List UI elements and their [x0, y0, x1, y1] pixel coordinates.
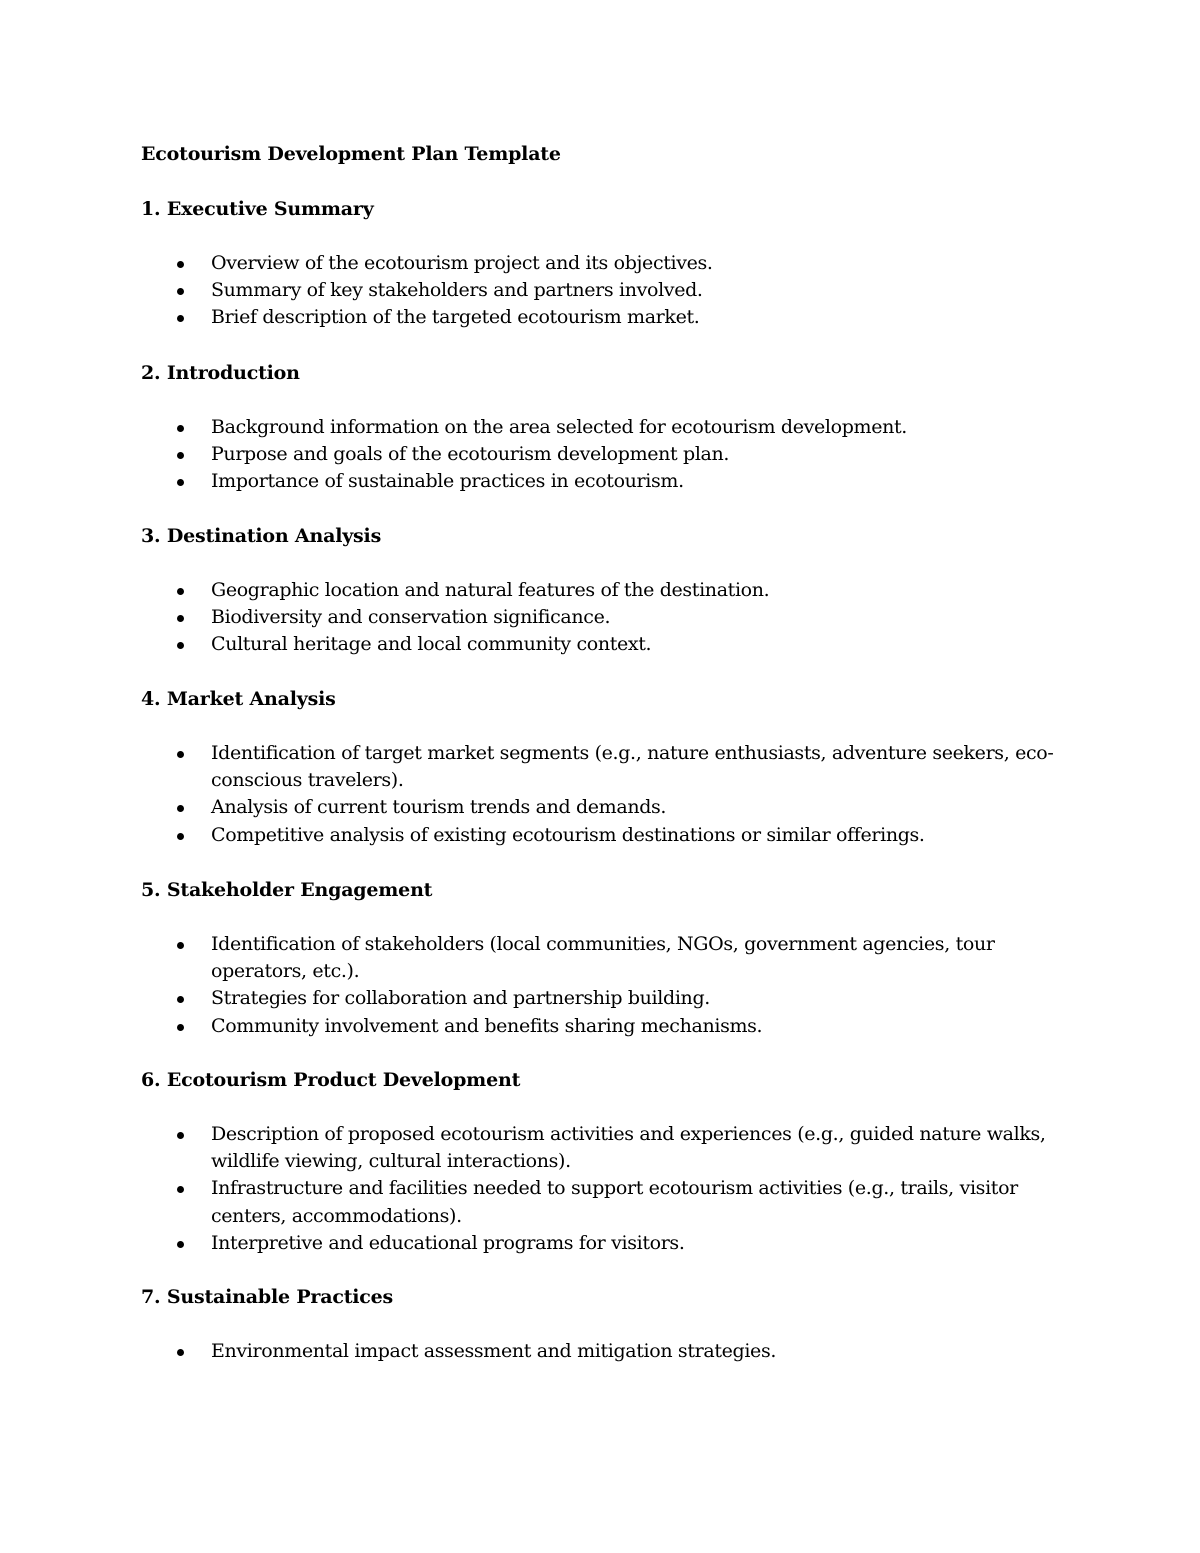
bullet-icon: [177, 452, 184, 459]
list-item: [141, 1121, 1071, 1175]
list-item-text: Overview of the ecotourism project and its objectives.: [211, 252, 713, 274]
list-item: [141, 740, 1071, 794]
list-item-text: Infrastructure and facilities needed to support ecotourism activities (e.g., trails, visitor centers, accommodations).: [211, 1177, 1018, 1227]
list-item-text: Importance of sustainable practices in ecotourism.: [211, 470, 684, 493]
bullet-list: [141, 1121, 1081, 1257]
list-item-text: Identification of stakeholders (local communities, NGOs, government agencies, tour operators, etc.).: [211, 933, 995, 983]
section-heading: 3. Destination Analysis: [141, 525, 382, 547]
bullet-icon: [177, 261, 184, 268]
bullet-icon: [177, 1241, 184, 1248]
section-heading: 2. Introduction: [141, 362, 300, 384]
list-item: [141, 304, 1071, 331]
bullet-icon: [177, 425, 184, 432]
bullet-icon: [177, 751, 184, 758]
section-heading: 1. Executive Summary: [141, 198, 374, 220]
list-item: [141, 1175, 1071, 1229]
section-market-analysis: [141, 686, 1081, 849]
list-item: [141, 277, 1071, 304]
bullet-icon: [177, 996, 184, 1003]
bullet-icon: [177, 1132, 184, 1139]
list-item-text: Cultural heritage and local community context.: [211, 633, 652, 656]
list-item: [141, 631, 1071, 658]
list-item: [141, 604, 1071, 631]
list-item-text: Competitive analysis of existing ecotourism destinations or similar offerings.: [211, 823, 925, 846]
section-heading: 4. Market Analysis: [141, 688, 336, 710]
bullet-icon: [177, 805, 184, 812]
list-item-text: Environmental impact assessment and mitigation strategies.: [211, 1340, 777, 1362]
list-item-text: Geographic location and natural features of the destination.: [211, 579, 770, 601]
list-item-text: Purpose and goals of the ecotourism development plan.: [211, 443, 730, 466]
bullet-icon: [177, 588, 184, 595]
list-item: [141, 794, 1071, 821]
list-item: [141, 577, 1071, 604]
list-item: [141, 985, 1071, 1012]
section-destination-analysis: [141, 523, 1081, 659]
list-item: [141, 468, 1071, 495]
section-stakeholder-engagement: [141, 877, 1081, 1040]
list-item: [141, 1013, 1071, 1040]
list-item-text: Biodiversity and conservation significance.: [211, 606, 611, 629]
bullet-list: [141, 577, 1081, 659]
list-item: [141, 822, 1071, 849]
section-executive-summary: [141, 196, 1081, 332]
list-item-text: Description of proposed ecotourism activities and experiences (e.g., guided nature walks, wildlife viewing, cultural interactions).: [211, 1123, 1046, 1173]
bullet-icon: [177, 479, 184, 486]
list-item: [141, 441, 1071, 468]
bullet-icon: [177, 1024, 184, 1031]
list-item: [141, 414, 1071, 441]
bullet-icon: [177, 1186, 184, 1193]
bullet-list: [141, 1338, 1081, 1365]
bullet-icon: [177, 642, 184, 649]
bullet-list: [141, 931, 1081, 1040]
bullet-icon: [177, 615, 184, 622]
bullet-icon: [177, 1349, 184, 1356]
list-item-text: Analysis of current tourism trends and demands.: [211, 796, 667, 819]
bullet-icon: [177, 315, 184, 322]
section-heading: 7. Sustainable Practices: [141, 1286, 394, 1308]
list-item-text: Identification of target market segments (e.g., nature enthusiasts, adventure seekers, eco-conscious travelers).: [211, 742, 1054, 792]
list-item: [141, 1338, 1071, 1365]
list-item-text: Interpretive and educational programs for visitors.: [211, 1231, 685, 1254]
list-item-text: Brief description of the targeted ecotourism market.: [211, 306, 700, 329]
list-item: [141, 1230, 1071, 1257]
bullet-list: [141, 414, 1081, 496]
list-item-text: Strategies for collaboration and partnership building.: [211, 987, 710, 1010]
section-product-development: [141, 1067, 1081, 1257]
section-introduction: [141, 360, 1081, 496]
section-heading: 6. Ecotourism Product Development: [141, 1069, 521, 1091]
section-sustainable-practices: [141, 1284, 1081, 1365]
bullet-icon: [177, 942, 184, 949]
list-item: [141, 931, 1071, 985]
bullet-list: [141, 740, 1081, 849]
list-item-text: Summary of key stakeholders and partners involved.: [211, 279, 703, 302]
bullet-list: [141, 250, 1081, 332]
section-heading: 5. Stakeholder Engagement: [141, 879, 433, 901]
list-item: [141, 250, 1071, 277]
bullet-icon: [177, 833, 184, 840]
list-item-text: Community involvement and benefits sharing mechanisms.: [211, 1014, 763, 1037]
list-item-text: Background information on the area selected for ecotourism development.: [211, 416, 907, 438]
document-title: Ecotourism Development Plan Template: [141, 143, 561, 165]
bullet-icon: [177, 288, 184, 295]
